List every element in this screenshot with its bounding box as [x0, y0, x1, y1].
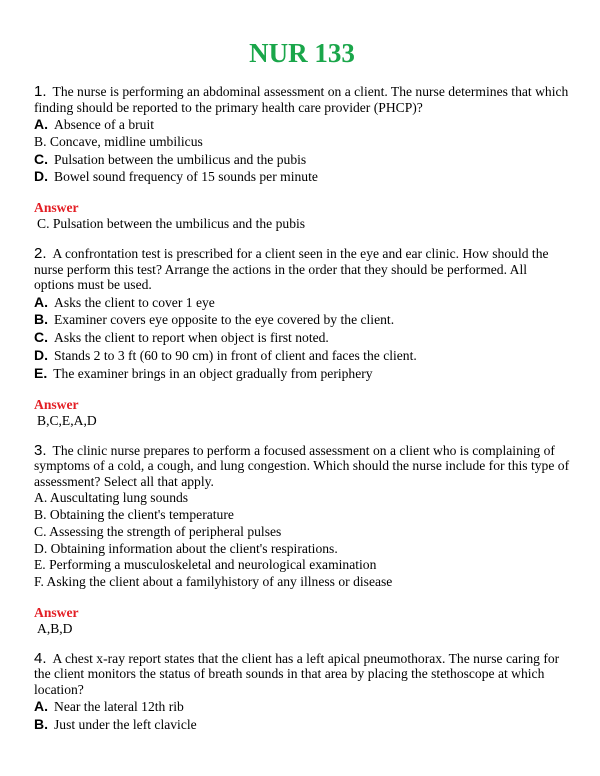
option-text: Performing a musculoskeletal and neurological examination [49, 557, 377, 573]
answer-text: A,B,D [37, 620, 73, 636]
question-number: 1. [34, 83, 47, 100]
option-letter: D. [34, 347, 48, 364]
answer-label: Answer [34, 604, 79, 620]
option-text: Just under the left clavicle [54, 717, 197, 733]
option-text: Asking the client about a familyhistory of any illness or disease [46, 574, 393, 590]
option-text: Stands 2 to 3 ft (60 to 90 cm) in front of client and faces the client. [54, 348, 417, 364]
question-1 [34, 84, 570, 232]
question-stem [34, 651, 570, 698]
option-text: Obtaining information about the client's respirations. [50, 540, 338, 556]
answer-text: B,C,E,A,D [37, 412, 97, 428]
option-letter: C. [34, 523, 47, 539]
option-list [34, 294, 570, 383]
option-letter: A. [34, 116, 48, 132]
option-a [34, 698, 570, 716]
option-text: Asks the client to cover 1 eye [54, 294, 215, 310]
option-a [34, 294, 570, 312]
answer-label: Answer [34, 396, 79, 412]
option-e [34, 365, 570, 383]
option-letter: C. [34, 150, 48, 167]
option-letter: A. [34, 293, 48, 310]
option-text: Pulsation between the umbilicus and the pubis [54, 151, 307, 167]
option-letter: E. [34, 364, 48, 381]
question-text: A confrontation test is prescribed for a client seen in the eye and ear clinic. How should the nurse perform this test? Arrange the actions in the order that they should be performed. All options must be used. [34, 246, 549, 293]
option-letter: E. [34, 557, 46, 573]
answer-text: C. Pulsation between the umbilicus and the pubis [37, 216, 306, 232]
option-b [34, 134, 570, 151]
question-text: A chest x-ray report states that the client has a left apical pneumothorax. The nurse caring for the client monitors the status of breath sounds in that area by placing the stethoscope at which location? [34, 650, 560, 697]
option-c [34, 151, 570, 169]
question-3 [34, 443, 570, 637]
question-text: The clinic nurse prepares to perform a focused assessment on a client who is complaining of symptoms of a cold, a cough, and lung congestion. Which should the nurse include for this type of assessment? Select all that apply. [34, 442, 570, 489]
option-letter: B. [34, 133, 47, 149]
option-f [34, 574, 570, 591]
option-b [34, 507, 570, 524]
option-letter: B. [34, 716, 48, 733]
question-number: 2. [34, 245, 47, 263]
option-d [34, 168, 570, 186]
option-text: Examiner covers eye opposite to the eye covered by the client. [54, 312, 395, 328]
option-d [34, 541, 570, 558]
option-letter: B. [34, 311, 48, 328]
option-letter: D. [34, 540, 48, 556]
option-letter: C. [34, 329, 48, 346]
answer-block [34, 397, 570, 429]
option-text: Near the lateral 12th rib [54, 699, 184, 715]
question-number: 4. [34, 649, 47, 667]
option-list [34, 698, 570, 734]
answer-block [34, 605, 570, 637]
option-letter: A. [34, 490, 48, 506]
option-letter: B. [34, 506, 47, 522]
option-d [34, 347, 570, 365]
question-4 [34, 651, 570, 734]
option-a [34, 490, 570, 507]
option-text: Concave, midline umbilicus [49, 133, 203, 149]
option-list [34, 116, 570, 186]
question-list [34, 84, 570, 734]
option-text: Auscultating lung sounds [49, 490, 189, 506]
option-c [34, 329, 570, 347]
option-letter: A. [34, 698, 48, 715]
question-stem [34, 84, 570, 115]
option-list [34, 490, 570, 591]
option-a [34, 116, 570, 134]
question-text: The nurse is performing an abdominal assessment on a client. The nurse determines that which finding should be reported to the primary health care provider (PHCP)? [34, 84, 569, 115]
option-e [34, 557, 570, 574]
question-number: 3. [34, 441, 47, 459]
option-letter: D. [34, 168, 48, 185]
option-text: The examiner brings in an object gradually from periphery [53, 365, 373, 381]
option-b [34, 311, 570, 329]
question-2 [34, 246, 570, 428]
option-text: Assessing the strength of peripheral pulses [49, 523, 282, 539]
answer-block [34, 200, 570, 232]
question-stem [34, 246, 570, 293]
option-text: Obtaining the client's temperature [49, 506, 234, 522]
question-stem [34, 443, 570, 490]
option-c [34, 524, 570, 541]
option-letter: F. [34, 574, 44, 590]
answer-label: Answer [34, 200, 79, 216]
option-b [34, 716, 570, 734]
option-text: Asks the client to report when object is first noted. [54, 330, 329, 346]
page-title: NUR 133 [249, 38, 355, 68]
option-text: Bowel sound frequency of 15 sounds per minute [54, 169, 318, 185]
option-text: Absence of a bruit [54, 117, 155, 132]
